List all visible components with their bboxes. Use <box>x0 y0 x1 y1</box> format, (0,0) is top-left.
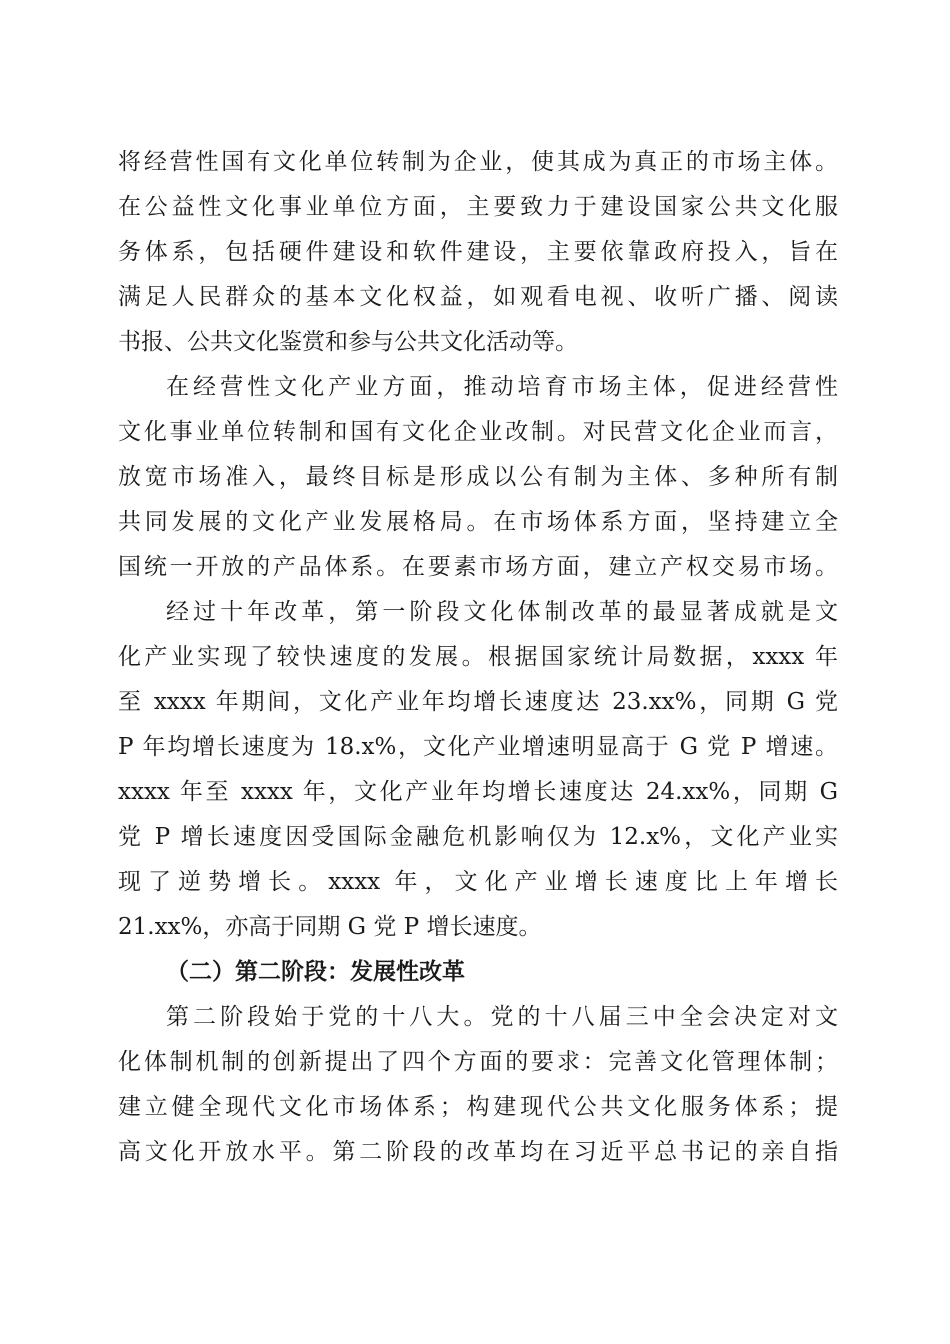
body-text-line: 高文化开放水平。第二阶段的改革均在习近平总书记的亲自指 <box>118 1139 838 1165</box>
body-text-line: 经过十年改革，第一阶段文化体制改革的最显著成就是文 <box>166 599 838 625</box>
body-text-line: 书报、公共文化鉴赏和参与公共文化活动等。 <box>118 329 578 355</box>
body-text-line: 将经营性国有文化单位转制为企业，使其成为真正的市场主体。 <box>118 149 838 175</box>
section-heading: （二）第二阶段：发展性改革 <box>166 958 465 985</box>
body-text-line: 在经营性文化产业方面，推动培育市场主体，促进经营性 <box>166 374 838 400</box>
body-text-line: 21.xx%，亦高于同期 G 党 P 增长速度。 <box>118 914 542 940</box>
body-text-line: P 年均增长速度为 18.x%，文化产业增速明显高于 G 党 P 增速。 <box>118 734 839 760</box>
body-text-line: 在公益性文化事业单位方面，主要致力于建设国家公共文化服 <box>118 194 838 220</box>
body-text-line: 至 xxxx 年期间，文化产业年均增长速度达 23.xx%，同期 G 党 <box>118 689 839 715</box>
body-text-line: 国统一开放的产品体系。在要素市场方面，建立产权交易市场。 <box>118 554 838 580</box>
body-text-line: 化体制机制的创新提出了四个方面的要求：完善文化管理体制； <box>118 1049 838 1075</box>
body-text-line: 建立健全现代文化市场体系；构建现代公共文化服务体系；提 <box>118 1094 838 1120</box>
body-text-line: 化产业实现了较快速度的发展。根据国家统计局数据，xxxx 年 <box>118 644 838 670</box>
body-text-line: xxxx 年至 xxxx 年，文化产业年均增长速度达 24.xx%，同期 G <box>118 779 838 805</box>
body-text-line: 党 P 增长速度因受国际金融危机影响仅为 12.x%，文化产业实 <box>118 824 838 850</box>
body-text-line: 文化事业单位转制和国有文化企业改制。对民营文化企业而言， <box>118 419 838 445</box>
body-text-line: 现了逆势增长。xxxx 年，文化产业增长速度比上年增长 <box>118 869 838 895</box>
body-text-line: 务体系，包括硬件建设和软件建设，主要依靠政府投入，旨在 <box>118 239 838 265</box>
body-text-line: 第二阶段始于党的十八大。党的十八届三中全会决定对文 <box>166 1004 838 1030</box>
body-text-line: 共同发展的文化产业发展格局。在市场体系方面，坚持建立全 <box>118 509 838 535</box>
body-text-line: 放宽市场准入，最终目标是形成以公有制为主体、多种所有制 <box>118 464 838 490</box>
body-text-line: 满足人民群众的基本文化权益，如观看电视、收听广播、阅读 <box>118 284 838 310</box>
